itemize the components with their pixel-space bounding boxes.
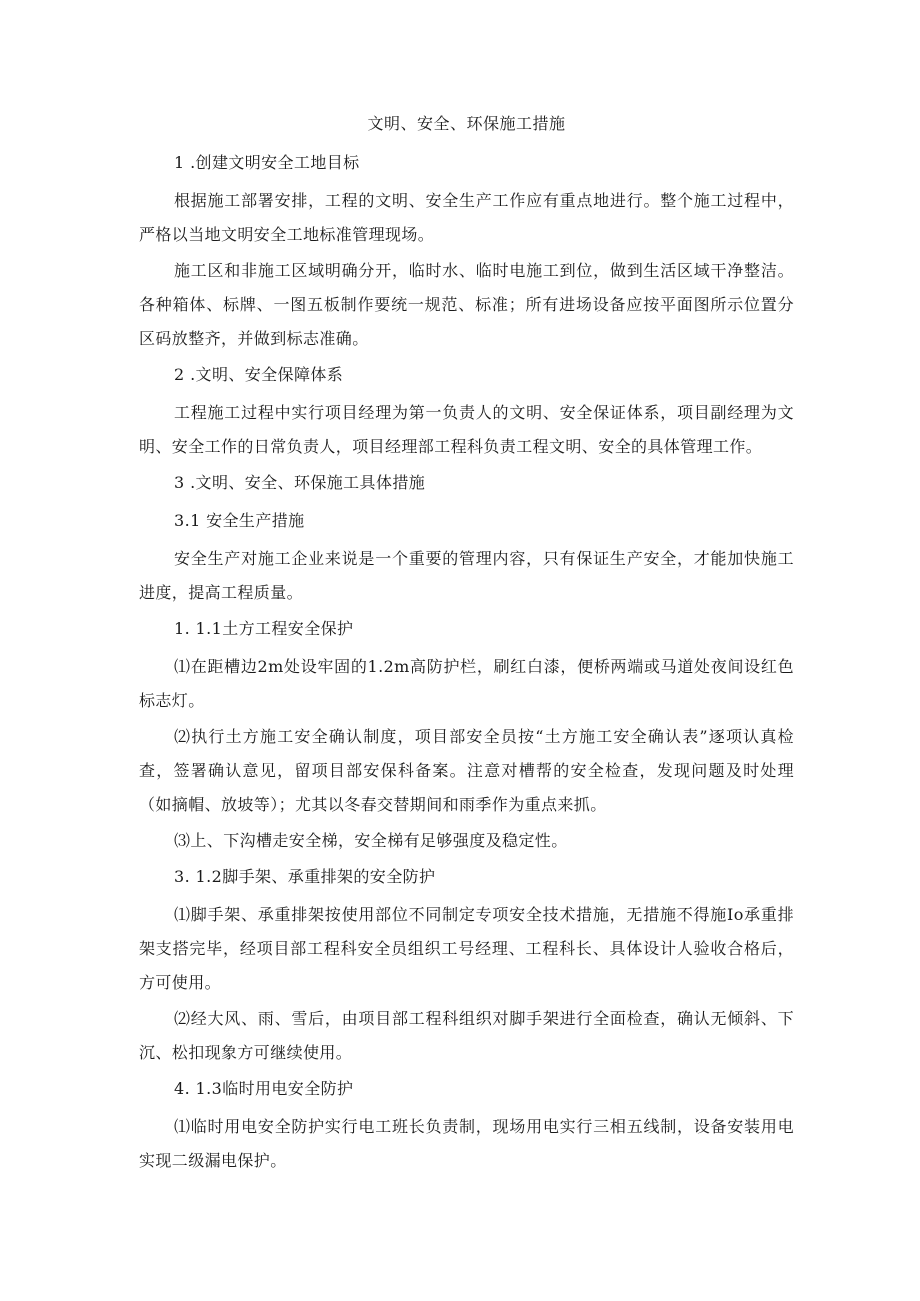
paragraph: ⑵经大风、雨、雪后，由项目部工程科组织对脚手架进行全面检查，确认无倾斜、下沉、松扣现象方可继续使用。 xyxy=(139,1009,794,1062)
paragraph: 施工区和非施工区域明确分开，临时水、临时电施工到位，做到生活区域干净整洁。各种箱体、标牌、一图五板制作要统一规范、标准；所有进场设备应按平面图所示位置分区码放整齐，并做到标志准确。 xyxy=(139,261,794,348)
paragraph: ⑴临时用电安全防护实行电工班长负责制，现场用电实行三相五线制，设备安装用电实现二级漏电保护。 xyxy=(139,1117,794,1170)
subsection-heading: 3.1 安全生产措施 xyxy=(174,511,305,530)
section-heading: 1 .创建文明安全工地目标 xyxy=(174,153,360,172)
section-heading: 3 .文明、安全、环保施工具体措施 xyxy=(174,473,426,492)
paragraph: ⑴脚手架、承重排架按使用部位不同制定专项安全技术措施，无措施不得施Io承重排架支搭完毕，经项目部工程科安全员组织工号经理、工程科长、具体设计人验收合格后，方可使用。 xyxy=(139,905,794,992)
paragraph: 安全生产对施工企业来说是一个重要的管理内容，只有保证生产安全，才能加快施工进度，提高工程质量。 xyxy=(139,549,794,602)
section-heading: 2 .文明、安全保障体系 xyxy=(174,365,344,384)
subsection-heading: 3. 1.2脚手架、承重排架的安全防护 xyxy=(174,867,436,886)
subsection-heading: 4. 1.3临时用电安全防护 xyxy=(174,1079,354,1098)
paragraph: ⑶上、下沟槽走安全梯，安全梯有足够强度及稳定性。 xyxy=(174,831,568,850)
document-body xyxy=(139,112,794,1180)
paragraph: ⑵执行土方施工安全确认制度，项目部安全员按“土方施工安全确认表”逐项认真检查，签署确认意见，留项目部安保科备案。注意对槽帮的安全检查，发现问题及时处理（如摘帽、放坡等）；尤其以冬春交替期间和雨季作为重点来抓。 xyxy=(139,727,794,814)
paragraph: 根据施工部署安排，工程的文明、安全生产工作应有重点地进行。整个施工过程中，严格以当地文明安全工地标准管理现场。 xyxy=(139,191,794,244)
paragraph: ⑴在距槽边2m处设牢固的1.2m高防护栏，刷红白漆，便桥两端或马道处夜间设红色标志灯。 xyxy=(139,657,794,710)
subsection-heading: 1. 1.1土方工程安全保护 xyxy=(174,619,354,638)
document-title: 文明、安全、环保施工措施 xyxy=(367,114,566,133)
paragraph: 工程施工过程中实行项目经理为第一负责人的文明、安全保证体系，项目副经理为文明、安全工作的日常负责人，项目经理部工程科负责工程文明、安全的具体管理工作。 xyxy=(139,403,794,456)
